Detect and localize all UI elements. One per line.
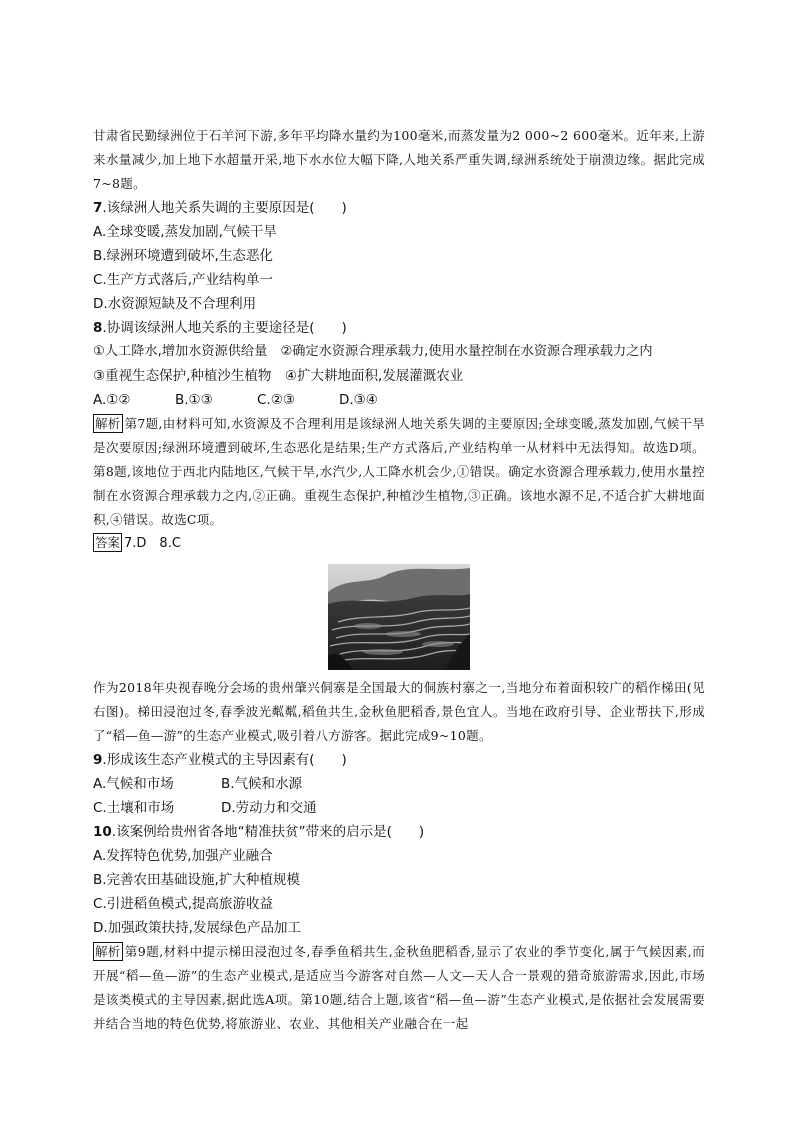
question-text: .形成该生态产业模式的主导因素有( ) [102, 752, 347, 768]
answer-text: 7.D 8.C [124, 536, 181, 551]
analysis-tag: 解析 [95, 944, 121, 959]
question-9-options-row-2 [93, 796, 705, 820]
material-intro-9-10: 作为2018年央视春晚分会场的贵州肇兴侗寨是全国最大的侗族村寨之一,当地分布着面积较广的稻作梯田(见右图)。梯田浸泡过冬,春季波光粼粼,稻鱼共生,金秋鱼肥稻香,景色宜人。当地在政府引导、企业帮扶下,形成了“稻—鱼—游”的生态产业模式,吸引着八方游客。据此完成9~10题。 [93, 680, 705, 743]
terraced-field-photo [328, 564, 470, 670]
question-8-item-1: ①人工降水,增加水资源供给量 ②确定水资源合理承载力,使用水量控制在水资源合理承载力之内 [93, 344, 653, 359]
question-number: 7 [93, 200, 103, 216]
document-content [93, 124, 705, 1036]
question-8-item-2: ③重视生态保护,种植沙生植物 ④扩大耕地面积,发展灌溉农业 [93, 368, 464, 384]
question-number: 8 [93, 320, 103, 336]
question-7-option-c: C.生产方式落后,产业结构单一 [93, 272, 274, 288]
question-10-option-c: C.引进稻鱼模式,提高旅游收益 [93, 896, 274, 912]
question-9-options-row-1 [93, 772, 705, 796]
question-7-option-d: D.水资源短缺及不合理利用 [93, 296, 257, 312]
question-8-options [93, 388, 705, 412]
question-7-stem [93, 196, 705, 220]
material-intro-7-8: 甘肃省民勤绿洲位于石羊河下游,多年平均降水量约为100毫米,而蒸发量为2 000~2 600毫米。近年来,上游来水量减少,加上地下水超量开采,地下水水位大幅下降,人地关系严重失调,绿洲系统处于崩溃边缘。据此完成7~8题。 [93, 128, 705, 191]
analysis-7-8 [93, 412, 705, 532]
question-8-option-d: D.③④ [339, 392, 378, 408]
question-7-option-b: B.绿洲环境遭到破坏,生态恶化 [93, 248, 273, 264]
question-7-option-a: A.全球变暖,蒸发加剧,气候干旱 [93, 224, 277, 240]
analysis-9-10 [93, 940, 705, 1036]
question-9-option-a: A.气候和市场 [93, 776, 174, 792]
question-text: .该案例给贵州省各地“精准扶贫”带来的启示是( ) [111, 824, 425, 840]
question-8-option-a: A.①② [93, 392, 131, 408]
question-9-option-c: C.土壤和市场 [93, 800, 175, 816]
question-8-stem [93, 316, 705, 340]
question-10-option-d: D.加强政策扶持,发展绿色产品加工 [93, 920, 301, 936]
question-8-option-c: C.②③ [257, 392, 295, 408]
question-text: .协调该绿洲人地关系的主要途径是( ) [102, 320, 347, 336]
question-number: 10 [93, 824, 112, 840]
question-10-option-a: A.发挥特色优势,加强产业融合 [93, 848, 273, 864]
question-8-option-b: B.①③ [175, 392, 213, 408]
question-10-stem [93, 820, 705, 844]
analysis-text: 第9题,材料中提示梯田浸泡过冬,春季鱼稻共生,金秋鱼肥稻香,显示了农业的季节变化,属于气候因素,而开展“稻—鱼—游”的生态产业模式,是适应当今游客对自然—人文—天人合一景观的猎奇旅游需求,因此,市场是该类模式的主导因素,据此选A项。第10题,结合上题,该省“稻—鱼—游”生态产业模式,是依据社会发展需要并结合当地的特色优势,将旅游业、农业、其他相关产业融合在一起 [93, 944, 705, 1031]
question-10-option-b: B.完善农田基础设施,扩大种植规模 [93, 872, 300, 888]
question-9-option-b: B.气候和水源 [221, 776, 303, 792]
analysis-tag: 解析 [95, 416, 121, 431]
answer-7-8 [93, 532, 705, 556]
question-9-stem [93, 748, 705, 772]
question-number: 9 [93, 752, 103, 768]
analysis-text: 第7题,由材料可知,水资源及不合理利用是该绿洲人地关系失调的主要原因;全球变暖,蒸发加剧,气候干旱是次要原因;绿洲环境遭到破坏,生态恶化是结果;生产方式落后,产业结构单一从材料中无法得知。故选D项。第8题,该地位于西北内陆地区,气候干旱,水汽少,人工降水机会少,①错误。确定水资源合理承载力,使用水量控制在水资源合理承载力之内,②正确。重视生态保护,种植沙生植物,③正确。该地水源不足,不适合扩大耕地面积,④错误。故选C项。 [93, 416, 705, 527]
question-text: .该绿洲人地关系失调的主要原因是( ) [102, 200, 347, 216]
answer-tag: 答案 [95, 535, 121, 550]
question-9-option-d: D.劳动力和交通 [221, 800, 317, 816]
